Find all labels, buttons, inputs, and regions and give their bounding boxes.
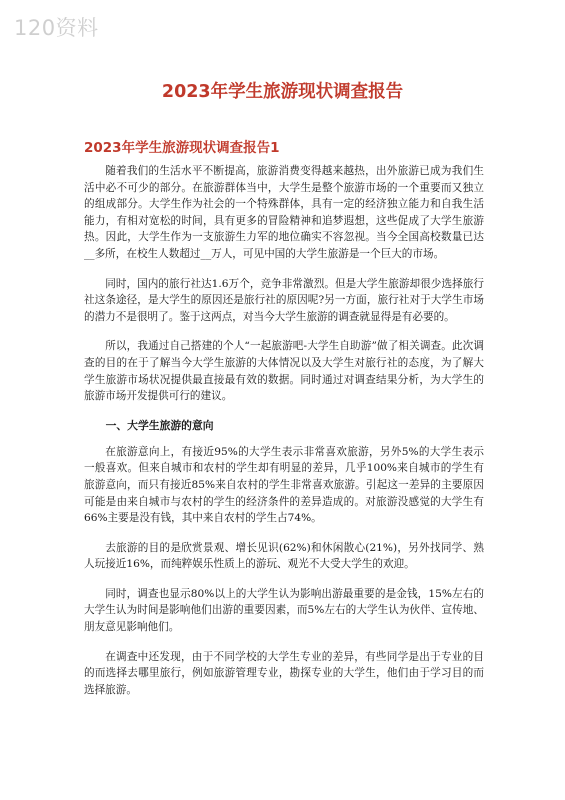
section-title: 2023年学生旅游现状调查报告1 bbox=[84, 140, 280, 156]
paragraph: 在旅游意向上，有接近95%的大学生表示非常喜欢旅游，另外5%的大学生表示一般喜欢。但来自城市和农村的学生却有明显的差异，几乎100%来自城市的学生有旅游意向，而只有接近85%来自农村的学生非常喜欢旅游。引起这一差异的主要原因可能是由来自城市与农村的学生的经济条件的差异造成的。对旅游没感觉的大学生有66%主要是没有钱，其中来自农村的学生占74%。 bbox=[84, 445, 484, 525]
paragraph: 去旅游的目的是欣赏景观、增长见识(62%)和休闲散心(21%)，另外找同学、熟人玩接近16%，而纯粹娱乐性质上的游玩、观光不大受大学生的欢迎。 bbox=[84, 541, 484, 571]
document-body bbox=[84, 163, 484, 711]
page-title: 2023年学生旅游现状调查报告 bbox=[161, 82, 404, 102]
paragraph: 在调查中还发现，由于不同学校的大学生专业的差异，有些同学是出于专业的目的而选择去哪里旅行，例如旅游管理专业，勘探专业的大学生，他们由于学习目的而选择旅游。 bbox=[84, 650, 484, 696]
paragraph: 同时，国内的旅行社达1.6万个，竞争非常激烈。但是大学生旅游却很少选择旅行社这条途径，是大学生的原因还是旅行社的原因呢?另一方面，旅行社对于大学生市场的潜力不是很明了。鉴于这两点，对当今大学生旅游的调查就显得是有必要的。 bbox=[84, 277, 484, 323]
watermark-logo: 120资料 bbox=[14, 16, 99, 40]
paragraph: 随着我们的生活水平不断提高，旅游消费变得越来越热，出外旅游已成为我们生活中必不可少的部分。在旅游群体当中，大学生是整个旅游市场的一个重要而又独立的组成部分。大学生作为社会的一个特殊群体，具有一定的经济独立能力和自我生活能力，有相对宽松的时间，具有更多的冒险精神和追梦遐想，这些促成了大学生旅游热。因此，大学生作为一支旅游生力军的地位确实不容忽视。当今全国高校数量已达__多所，在校生人数超过__万人，可见中国的大学生旅游是一个巨大的市场。 bbox=[84, 165, 484, 260]
paragraph: 所以，我通过自己搭建的个人“一起旅游吧-大学生自助游”做了相关调查。此次调查的目的在于了解当今大学生旅游的大体情况以及大学生对旅行社的态度，为了解大学生旅游市场状况提供最直接最有效的数据。同时通过对调查结果分析，为大学生的旅游市场开发提供可行的建议。 bbox=[84, 340, 484, 403]
subheading: 一、大学生旅游的意向 bbox=[105, 418, 214, 432]
paragraph: 同时，调查也显示80%以上的大学生认为影响出游最重要的是金钱，15%左右的大学生认为时间是影响他们出游的重要因素，而5%左右的大学生认为伙伴、宣传地、朋友意见影响他们。 bbox=[84, 587, 484, 634]
